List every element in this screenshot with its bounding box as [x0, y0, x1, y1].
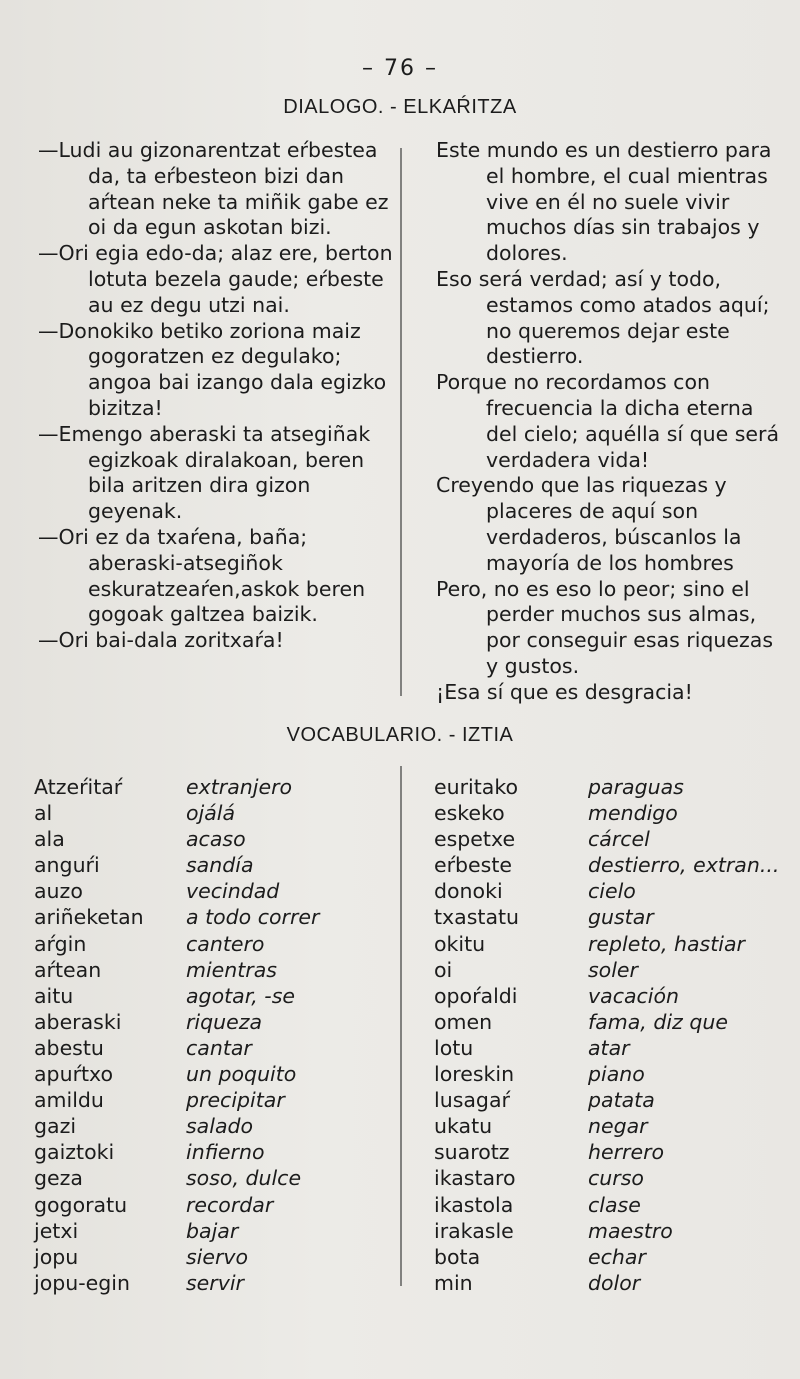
vocabulary-title: VOCABULARIO. - IZTIA	[286, 724, 514, 746]
vocabulary-meaning: clase	[588, 1192, 641, 1217]
vocabulary-meaning: curso	[588, 1166, 644, 1191]
dialogue-line-basque: —Ori egia edo-da; alaz ere, berton lotuta bezela gaude; eŕbeste au ez degu utzi nai.	[38, 241, 393, 317]
vocabulary-term: oi	[434, 957, 453, 982]
vocabulary-meaning: infierno	[186, 1140, 265, 1165]
vocabulary-meaning: cantar	[186, 1035, 252, 1060]
dialogue-title: DIALOGO. - ELKAŔITZA	[283, 96, 517, 118]
vocabulary-meaning: sandía	[186, 853, 254, 878]
vocabulary-meaning: precipitar	[186, 1088, 285, 1113]
vocabulary-meaning: recordar	[186, 1192, 274, 1217]
dialogue-basque-column	[38, 138, 398, 654]
vocabulary-entry	[34, 826, 319, 852]
dialogue-line-spanish: Pero, no es eso lo peor; sino el perder muchos sus almas, por conseguir esas riquezas y gustos.	[436, 576, 774, 678]
vocabulary-term: loreskin	[434, 1062, 515, 1087]
vocabulary-meaning: servir	[186, 1270, 244, 1295]
dialogue-line-spanish: Creyendo que las riquezas y placeres de aquí son verdaderos, búscanlos la mayoría de los hombres	[436, 473, 742, 575]
vocabulary-entry	[34, 1139, 319, 1165]
dialogue-line-spanish: Porque no recordamos con frecuencia la dicha eterna del cielo; aquélla sí que será verdadera vida!	[436, 370, 780, 472]
vocabulary-term: txastatu	[434, 905, 520, 930]
vocabulary-term: anguŕi	[34, 853, 100, 878]
vocabulary-term: ariñeketan	[34, 905, 144, 930]
vocabulary-term: gaiztoki	[34, 1140, 115, 1165]
vocabulary-meaning: herrero	[588, 1140, 665, 1165]
vocabulary-meaning: bajar	[186, 1218, 239, 1243]
vocabulary-entry	[434, 904, 779, 930]
vocabulary-meaning: a todo correr	[186, 905, 320, 930]
vocabulary-meaning: piano	[588, 1062, 645, 1087]
vocabulary-term: donoki	[434, 879, 503, 904]
vocabulary-entry	[434, 774, 779, 800]
vocabulary-entry	[434, 931, 779, 957]
vocabulary-term: euritako	[434, 775, 519, 799]
vocabulary-entry	[434, 1087, 779, 1113]
vocabulary-meaning: mendigo	[588, 801, 678, 826]
vocabulary-meaning: vacación	[588, 983, 680, 1008]
vocabulary-term: gogoratu	[34, 1192, 128, 1217]
vocabulary-meaning: ojálá	[186, 801, 236, 826]
vocabulary-term: apuŕtxo	[34, 1062, 114, 1087]
vocabulary-term: bota	[434, 1244, 481, 1269]
vocabulary-entry	[34, 1035, 319, 1061]
vocabulary-meaning: agotar, -se	[186, 983, 295, 1008]
dialogue-line-basque: —Ludi au gizonarentzat eŕbestea da, ta eŕbesteon bizi dan aŕtean neke ta miñik gabe ez oi da egun askotan bizi.	[38, 138, 389, 240]
vocabulary-entry	[434, 1061, 779, 1087]
vocabulary-term: opoŕaldi	[434, 983, 518, 1008]
vocabulary-entry	[34, 1087, 319, 1113]
vocabulary-meaning: patata	[588, 1088, 655, 1113]
vocabulary-entry	[34, 1218, 319, 1244]
vocabulary-entry	[34, 983, 319, 1009]
vocabulary-term: auzo	[34, 879, 83, 904]
vocabulary-entry	[434, 878, 779, 904]
vocabulary-meaning: un poquito	[186, 1062, 297, 1087]
vocabulary-entry	[434, 957, 779, 983]
dialogue-line-basque: —Emengo aberaski ta atsegiñak egizkoak diralakoan, beren bila aritzen dira gizon geyenak.	[38, 421, 371, 524]
vocabulary-entry	[34, 800, 319, 826]
vocabulary-meaning: cantero	[186, 931, 265, 956]
dialogue-spanish-column	[436, 138, 781, 706]
vocabulary-term: al	[34, 801, 53, 826]
vocabulary-meaning: maestro	[588, 1218, 673, 1243]
vocabulary-term: suarotz	[434, 1140, 510, 1165]
vocabulary-entry	[434, 1113, 779, 1139]
vocabulary-entry	[434, 1139, 779, 1165]
vocabulary-entry	[434, 1218, 779, 1244]
vocabulary-entry	[34, 1244, 319, 1270]
vocabulary-term: aŕgin	[34, 931, 87, 956]
vocabulary-entry	[34, 904, 319, 930]
vocabulary-entry	[434, 983, 779, 1009]
vocabulary-entry	[434, 1009, 779, 1035]
vocabulary-term: aberaski	[34, 1009, 122, 1034]
vocabulary-meaning: soler	[588, 957, 638, 982]
vocabulary-entry	[434, 1035, 779, 1061]
dialogue-line-spanish: ¡Esa sí que es desgracia!	[436, 679, 693, 704]
vocabulary-term: omen	[434, 1009, 493, 1034]
column-divider	[400, 148, 402, 696]
vocabulary-entry	[434, 1270, 779, 1296]
vocabulary-term: geza	[34, 1166, 83, 1191]
vocabulary-entry	[34, 1113, 319, 1139]
vocabulary-term: lotu	[434, 1035, 474, 1060]
vocabulary-entry	[34, 878, 319, 904]
vocabulary-entry	[34, 852, 319, 878]
vocabulary-meaning: cárcel	[588, 827, 650, 852]
vocabulary-term: ukatu	[434, 1114, 493, 1139]
vocabulary-meaning: destierro, extran...	[588, 853, 780, 878]
vocabulary-entry	[434, 1244, 779, 1270]
vocabulary-meaning: riqueza	[186, 1009, 263, 1034]
vocabulary-term: espetxe	[434, 827, 516, 852]
vocabulary-term: amildu	[34, 1088, 104, 1113]
vocabulary-term: gazi	[34, 1114, 77, 1139]
vocabulary-entry	[34, 1009, 319, 1035]
vocabulary-meaning: vecindad	[186, 879, 280, 904]
vocabulary-entry	[434, 800, 779, 826]
vocabulary-term: lusagaŕ	[434, 1088, 510, 1113]
vocabulary-term: ikastola	[434, 1192, 514, 1217]
vocabulary-entry	[434, 826, 779, 852]
vocabulary-entry	[34, 1270, 319, 1296]
vocabulary-entry	[34, 931, 319, 957]
vocabulary-right-column	[434, 774, 779, 1296]
dialogue-line-basque: —Ori bai-dala zoritxaŕa!	[38, 628, 284, 653]
vocabulary-meaning: salado	[186, 1114, 254, 1139]
vocabulary-entry	[34, 957, 319, 983]
vocabulary-entry	[434, 1192, 779, 1218]
page-number: – 76 –	[362, 56, 438, 81]
vocabulary-entry	[34, 1165, 319, 1191]
vocabulary-meaning: siervo	[186, 1244, 249, 1269]
column-divider	[400, 766, 402, 1286]
vocabulary-term: jopu-egin	[34, 1270, 130, 1295]
vocabulary-left-column	[34, 774, 319, 1296]
vocabulary-meaning: acaso	[186, 827, 246, 852]
vocabulary-term: eskeko	[434, 801, 505, 826]
vocabulary-term: abestu	[34, 1035, 104, 1060]
vocabulary-meaning: echar	[588, 1244, 646, 1269]
dialogue-line-basque: —Ori ez da txaŕena, baña; aberaski-atsegiñok eskuratzeaŕen,askok beren gogoak galtzea baizik.	[38, 524, 366, 627]
dialogue-line-spanish: Este mundo es un destierro para el hombre, el cual mientras vive en él no suele vivir muchos días sin trabajos y dolores.	[436, 138, 772, 266]
vocabulary-term: jetxi	[34, 1218, 79, 1243]
vocabulary-meaning: dolor	[588, 1270, 641, 1295]
vocabulary-entry	[434, 852, 779, 878]
vocabulary-term: aŕtean	[34, 957, 102, 982]
vocabulary-term: okitu	[434, 931, 486, 956]
vocabulary-meaning: cielo	[588, 879, 636, 904]
vocabulary-term: jopu	[34, 1244, 79, 1269]
vocabulary-term: irakasle	[434, 1218, 514, 1243]
vocabulary-term: ala	[34, 827, 65, 852]
vocabulary-meaning: mientras	[186, 957, 277, 982]
vocabulary-entry	[34, 1192, 319, 1218]
vocabulary-term: aitu	[34, 983, 74, 1008]
dialogue-line-basque: —Donokiko betiko zoriona maiz gogoratzen ez degulako; angoa bai izango dala egizko bizitza!	[38, 318, 387, 420]
vocabulary-term: ikastaro	[434, 1166, 516, 1191]
vocabulary-entry	[34, 774, 319, 800]
vocabulary-entry	[34, 1061, 319, 1087]
vocabulary-meaning: repleto, hastiar	[588, 931, 745, 956]
vocabulary-meaning: atar	[588, 1035, 630, 1060]
vocabulary-meaning: paraguas	[588, 775, 684, 799]
dialogue-line-spanish: Eso será verdad; así y todo, estamos como atados aquí; no queremos dejar este destierro.	[436, 266, 770, 369]
vocabulary-meaning: soso, dulce	[186, 1166, 302, 1191]
vocabulary-meaning: fama, diz que	[588, 1009, 728, 1034]
vocabulary-meaning: negar	[588, 1114, 648, 1139]
vocabulary-term: eŕbeste	[434, 853, 512, 878]
vocabulary-entry	[434, 1165, 779, 1191]
vocabulary-meaning: gustar	[588, 905, 654, 930]
vocabulary-meaning: extranjero	[186, 775, 293, 799]
vocabulary-term: Atzeŕitaŕ	[34, 775, 123, 799]
vocabulary-term: min	[434, 1270, 473, 1295]
